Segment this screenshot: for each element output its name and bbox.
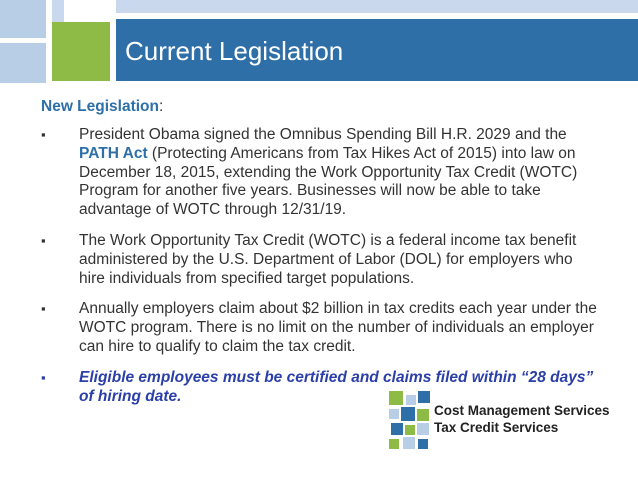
logo-line-2: Tax Credit Services: [434, 420, 559, 435]
bullet-item: [41, 300, 601, 356]
deco-light-blue-strip: [116, 0, 638, 13]
deco-light-blue-square: [0, 43, 46, 83]
logo-line-1: Cost Management Services: [434, 403, 610, 418]
bullet-text: President Obama signed the Omnibus Spending Bill H.R. 2029 and the: [79, 126, 567, 143]
bullet-list: [41, 126, 601, 418]
path-act-text: PATH Act: [79, 144, 148, 162]
deco-light-blue-rect: [52, 0, 64, 22]
company-logo: [388, 389, 620, 453]
logo-mark-icon: [388, 389, 432, 453]
deco-green-square: [52, 22, 110, 81]
slide-title: Current Legislation: [125, 36, 344, 66]
bullet-square-icon: ▪: [41, 301, 46, 317]
bullet-text: Annually employers claim about $2 billion in tax credits each year under the WOTC program. There is no limit on the number of individuals an employer can hire to qualify to claim the tax credit.: [79, 300, 597, 355]
bullet-square-icon: ▪: [41, 232, 46, 248]
bullet-item: [41, 232, 601, 288]
subheading: [41, 98, 163, 116]
subheading-label: New Legislation: [41, 98, 159, 115]
logo-text: [434, 402, 610, 436]
deco-light-blue-square: [0, 0, 46, 38]
bullet-text: (Protecting Americans from Tax Hikes Act of 2015) into law on December 18, 2015, extending the Work Opportunity Tax Credit (WOTC) Program for another five years. Businesses will now be able to take advantage of WOTC through 12/31/19.: [79, 144, 578, 219]
bullet-text: The Work Opportunity Tax Credit (WOTC) is a federal income tax benefit administered by the U.S. Department of Labor (DOL) for employers who hire individuals from specified target populations.: [79, 231, 577, 287]
bullet-text: Eligible employees must be certified and claims filed within “28 days” of hiring date.: [79, 368, 594, 405]
bullet-square-icon: ▪: [41, 369, 46, 385]
bullet-item: [41, 126, 601, 220]
subheading-colon: :: [159, 98, 164, 115]
bullet-square-icon: ▪: [41, 127, 46, 142]
